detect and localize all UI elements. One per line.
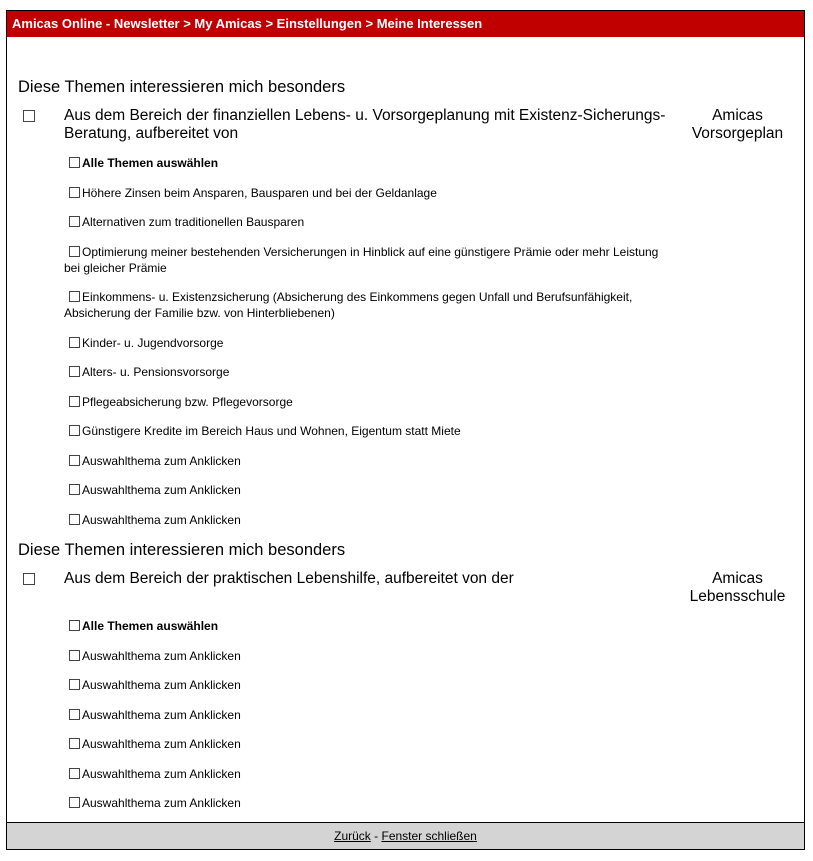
back-link[interactable]: Zurück (334, 829, 371, 843)
topic-item-label: Auswahlthema zum Anklicken (82, 678, 241, 692)
topic-item-checkbox[interactable] (69, 337, 80, 348)
topic-checkbox-lebensschule[interactable] (23, 573, 35, 585)
select-all-checkbox[interactable] (69, 620, 80, 631)
topic-item-label: Günstigere Kredite im Bereich Haus und Wohnen, Eigentum statt Miete (82, 424, 461, 438)
select-all-label: Alle Themen auswählen (82, 156, 219, 170)
provider-name: Amicas Lebensschule (689, 570, 786, 605)
topic-item-checkbox[interactable] (69, 650, 80, 661)
topic-item (64, 335, 674, 351)
topic-item-label: Alters- u. Pensionsvorsorge (82, 365, 230, 379)
topic-item (64, 423, 674, 439)
section-heading: Diese Themen interessieren mich besonders (18, 78, 346, 96)
select-all-row (64, 618, 674, 634)
topic-checkbox-vorsorgeplan[interactable] (23, 110, 35, 122)
topic-item-label: Auswahlthema zum Anklicken (82, 454, 241, 468)
section-heading: Diese Themen interessieren mich besonders (18, 541, 346, 559)
topic-item (64, 677, 674, 693)
topic-item-checkbox[interactable] (69, 709, 80, 720)
topic-item-checkbox[interactable] (69, 366, 80, 377)
topic-item-label: Optimierung meiner bestehenden Versicherungen in Hinblick auf eine günstigere Prämie oder mehr Leistung bei gleicher Prämie (64, 245, 659, 275)
topic-text: Aus dem Bereich der praktischen Lebenshilfe, aufbereitet von der (64, 570, 514, 587)
topic-item-checkbox[interactable] (69, 768, 80, 779)
topic-item (64, 214, 674, 230)
select-all-checkbox[interactable] (69, 157, 80, 168)
topic-item-checkbox[interactable] (69, 514, 80, 525)
footer-bar (7, 822, 804, 849)
topic-item-label: Einkommens- u. Existenzsicherung (Absicherung des Einkommens gegen Unfall und Berufsunfähigkeit, Absicherung der Familie bzw. von Hinterbliebenen) (64, 290, 633, 320)
topic-item-label: Kinder- u. Jugendvorsorge (82, 336, 224, 350)
topic-item (64, 795, 674, 811)
topic-item (64, 736, 674, 752)
topic-item-label: Auswahlthema zum Anklicken (82, 708, 241, 722)
topic-item (64, 244, 674, 276)
select-all-row (64, 155, 674, 171)
provider-name: Amicas Vorsorgeplan (691, 107, 784, 142)
topic-item-checkbox[interactable] (69, 738, 80, 749)
topic-item-label: Pflegeabsicherung bzw. Pflegevorsorge (82, 395, 293, 409)
topic-item-label: Auswahlthema zum Anklicken (82, 649, 241, 663)
topic-item-label: Auswahlthema zum Anklicken (82, 767, 241, 781)
topic-item-checkbox[interactable] (69, 425, 80, 436)
close-window-link[interactable]: Fenster schließen (381, 829, 477, 843)
topic-item-checkbox[interactable] (69, 679, 80, 690)
topic-item-checkbox[interactable] (69, 797, 80, 808)
topic-item-label: Auswahlthema zum Anklicken (82, 483, 241, 497)
topic-item-checkbox[interactable] (69, 455, 80, 466)
topic-item-checkbox[interactable] (69, 396, 80, 407)
topic-item (64, 707, 674, 723)
topic-item-checkbox[interactable] (69, 291, 80, 302)
breadcrumb-titlebar: Amicas Online - Newsletter > My Amicas > Einstellungen > Meine Interessen (7, 11, 804, 37)
topic-item-label: Alternativen zum traditionellen Bausparen (82, 215, 305, 229)
topic-text: Aus dem Bereich der finanziellen Lebens- u. Vorsorgeplanung mit Existenz-Sicherungs-Beratung, aufbereitet von (64, 107, 666, 142)
topic-item (64, 364, 674, 380)
topic-item (64, 482, 674, 498)
topic-item-checkbox[interactable] (69, 216, 80, 227)
newsletter-window (6, 10, 805, 850)
topic-item-label: Höhere Zinsen beim Ansparen, Bausparen und bei der Geldanlage (82, 186, 437, 200)
topic-item (64, 289, 674, 321)
topic-item (64, 648, 674, 664)
topic-item (64, 766, 674, 782)
topic-item-label: Auswahlthema zum Anklicken (82, 513, 241, 527)
topic-item-label: Auswahlthema zum Anklicken (82, 737, 241, 751)
topic-item-checkbox[interactable] (69, 246, 80, 257)
topic-item (64, 394, 674, 410)
topic-item-label: Auswahlthema zum Anklicken (82, 796, 241, 810)
topic-item-checkbox[interactable] (69, 187, 80, 198)
topic-item (64, 453, 674, 469)
topic-item-checkbox[interactable] (69, 484, 80, 495)
topic-item (64, 512, 674, 528)
topic-item (64, 185, 674, 201)
select-all-label: Alle Themen auswählen (82, 619, 219, 633)
footer-separator: - (370, 829, 382, 843)
